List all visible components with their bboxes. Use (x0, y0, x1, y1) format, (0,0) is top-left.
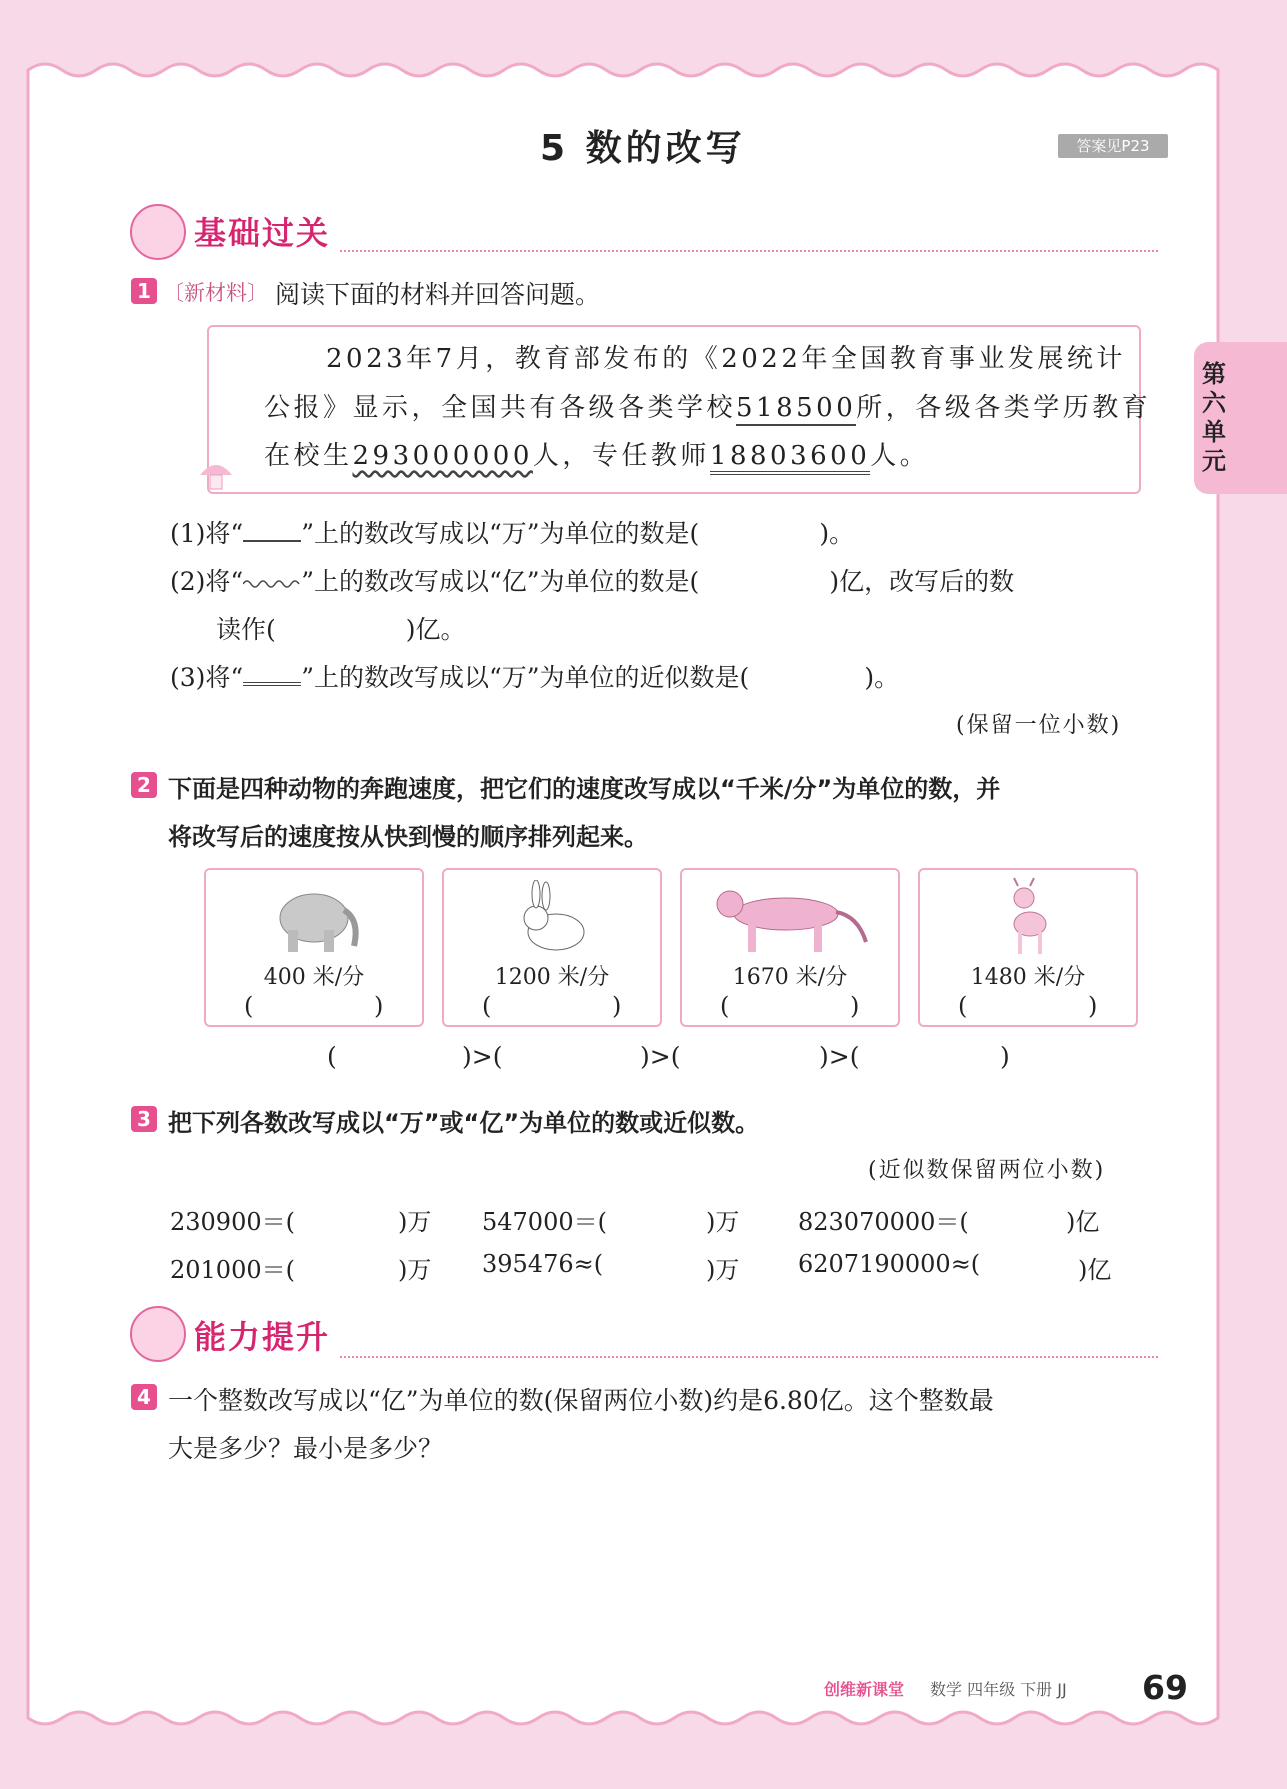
material-text: 在校生 (264, 441, 353, 471)
q1-sub-1 (170, 514, 854, 550)
convert-item-4-unit: )万 (398, 1256, 432, 1284)
animal-card-leopard (680, 868, 900, 1027)
q1-sub-2 (170, 562, 1014, 598)
question-number-1: 1 (131, 278, 157, 304)
page-title: 5 数的改写 (540, 128, 746, 169)
schools-number-solid-underline: 518500 (736, 393, 856, 426)
page-number: 69 (1142, 1668, 1188, 1707)
order-paren-1: ( (327, 1042, 337, 1071)
animal-card-deer (918, 868, 1138, 1027)
animal-card-rabbit (442, 868, 662, 1027)
sub-text: (2)将“ (170, 567, 244, 596)
material-text: 人，专任教师 (532, 441, 710, 471)
paren-left: ( (482, 992, 492, 1020)
material-line-3 (264, 435, 929, 472)
paren-left: ( (958, 992, 968, 1020)
convert-item-4: 201000＝( (170, 1256, 295, 1284)
order-paren-end: ) (1000, 1042, 1010, 1071)
sub-text: ”上的数改写成以“万”为单位的数是( (301, 519, 700, 548)
deer-speed: 1480 米/分 (970, 965, 1086, 990)
question-number-3: 3 (131, 1106, 157, 1132)
convert-item-6-unit: )亿 (1078, 1256, 1112, 1284)
sub-text: )。 (864, 663, 900, 692)
leopard-speed: 1670 米/分 (732, 965, 848, 990)
students-number-wavy-underline: 293000000 (352, 441, 533, 471)
q1-note: (保留一位小数) (956, 713, 1122, 738)
q3-prompt: 把下列各数改写成以“万”或“亿”为单位的数或近似数。 (168, 1109, 760, 1137)
animal-card-elephant (204, 868, 424, 1027)
sub-text: )亿，改写后的数 (829, 567, 1015, 596)
deer-icon (1000, 876, 1056, 958)
material-line-1: 2023年7月，教育部发布的《2022年全国教育事业发展统计 (326, 344, 1126, 374)
elephant-speed: 400 米/分 (263, 965, 365, 990)
convert-item-2-unit: )万 (706, 1208, 740, 1236)
footer-meta: 数学 四年级 下册 JJ (930, 1680, 1067, 1699)
sub-text: ”上的数改写成以“亿”为单位的数是( (301, 567, 700, 596)
section-divider (340, 1356, 1158, 1358)
section-basic-title: 基础过关 (194, 214, 331, 252)
material-text: 人。 (870, 441, 930, 471)
q1-prompt: 阅读下面的材料并回答问题。 (275, 280, 601, 309)
wavy-underline-sample (243, 567, 301, 596)
double-underline-sample (243, 666, 301, 686)
convert-item-5-unit: )万 (706, 1256, 740, 1284)
convert-item-1: 230900＝( (170, 1208, 295, 1236)
paren-right: ) (850, 992, 860, 1020)
section-divider (340, 250, 1158, 252)
rabbit-icon (510, 880, 594, 956)
q2-prompt-line-1: 下面是四种动物的奔跑速度，把它们的速度改写成以“千米/分”为单位的数，并 (168, 775, 1001, 803)
teachers-number-double-underline: 18803600 (710, 441, 870, 475)
convert-item-3: 823070000＝( (798, 1208, 969, 1236)
elephant-icon (264, 880, 364, 956)
unit-side-tab-label: 第六单元 (1202, 360, 1226, 475)
new-material-tag: 〔新材料〕 (163, 281, 268, 305)
paren-left: ( (720, 992, 730, 1020)
paren-left: ( (244, 992, 254, 1020)
order-gt-3: )>( (819, 1042, 860, 1071)
sub-text: 读作( (216, 615, 276, 644)
sub-text: (3)将“ (170, 663, 244, 692)
rabbit-speed: 1200 米/分 (494, 965, 610, 990)
answer-reference-badge: 答案见P23 (1058, 134, 1168, 158)
leopard-icon (708, 882, 872, 956)
student-avatar-icon (130, 1306, 186, 1362)
footer-brand: 创维新课堂 (824, 1680, 905, 1699)
mushroom-icon (196, 455, 236, 493)
order-gt-1: )>( (462, 1042, 503, 1071)
convert-item-1-unit: )万 (398, 1208, 432, 1236)
paren-right: ) (1088, 992, 1098, 1020)
student-avatar-icon (130, 204, 186, 260)
sub-text: (1)将“ (170, 519, 244, 548)
q3-note: (近似数保留两位小数) (868, 1158, 1106, 1183)
convert-item-3-unit: )亿 (1066, 1208, 1100, 1236)
q1-sub-2-read (216, 610, 466, 646)
paren-right: ) (374, 992, 384, 1020)
convert-item-5: 395476≈( (482, 1250, 604, 1278)
material-text: 所，各级各类学历教育 (856, 393, 1152, 423)
q4-line-1: 一个整数改写成以“亿”为单位的数(保留两位小数)约是6.80亿。这个整数最 (168, 1386, 994, 1415)
q2-prompt-line-2: 将改写后的速度按从快到慢的顺序排列起来。 (168, 823, 648, 851)
section-ability-title: 能力提升 (194, 1318, 331, 1356)
paren-right: ) (612, 992, 622, 1020)
sub-text: ”上的数改写成以“万”为单位的近似数是( (301, 663, 750, 692)
solid-underline-sample (243, 522, 301, 542)
sub-text: )。 (819, 519, 855, 548)
convert-item-6: 6207190000≈( (798, 1250, 981, 1278)
material-text: 公报》显示，全国共有各级各类学校 (264, 393, 737, 423)
q4-line-2: 大是多少？最小是多少？ (168, 1434, 444, 1463)
question-number-2: 2 (131, 772, 157, 798)
question-number-4: 4 (131, 1384, 157, 1410)
sub-text: )亿。 (405, 615, 466, 644)
convert-item-2: 547000＝( (482, 1208, 607, 1236)
material-line-2 (264, 387, 1151, 424)
order-gt-2: )>( (640, 1042, 681, 1071)
q1-sub-3 (170, 658, 899, 694)
